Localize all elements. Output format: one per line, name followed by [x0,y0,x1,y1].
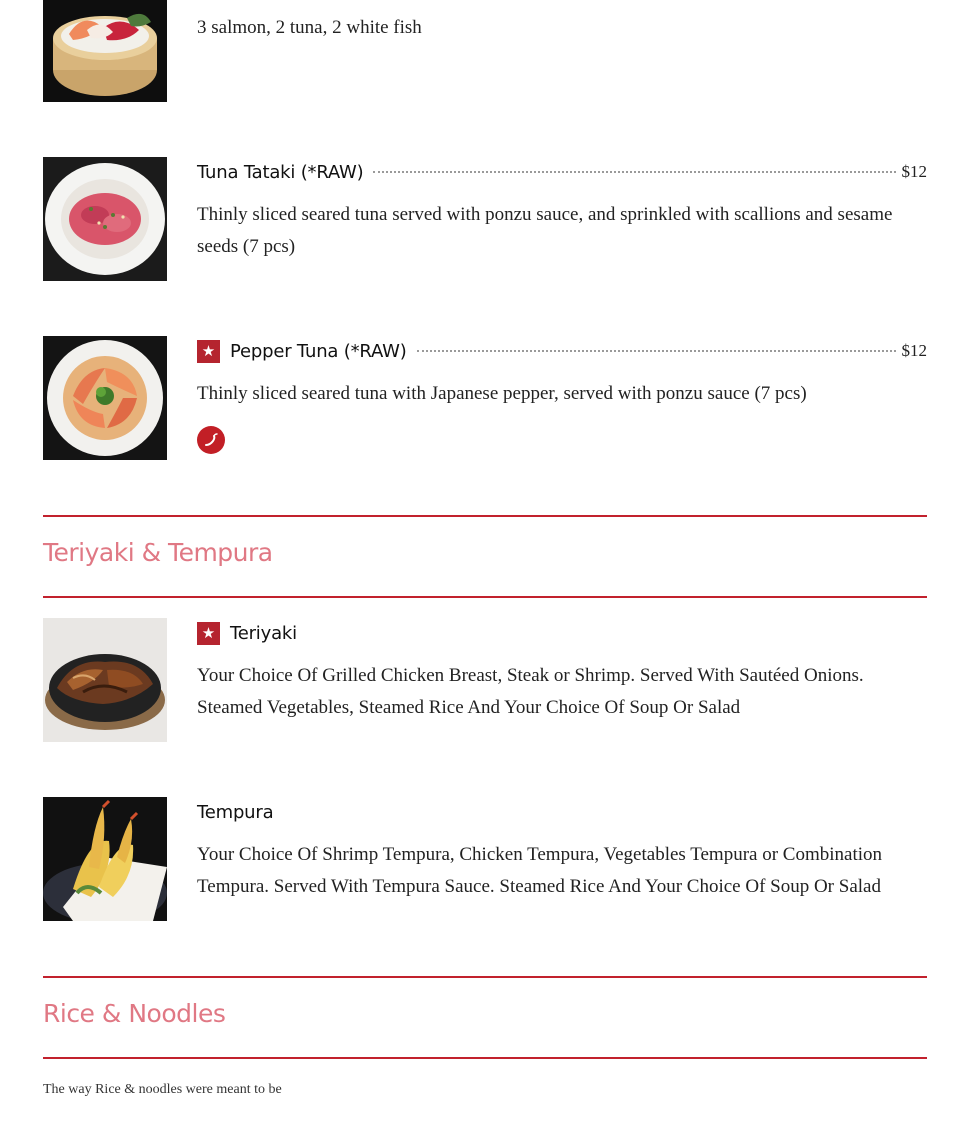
section-divider-top [43,515,927,517]
menu-item-tempura[interactable] [43,797,927,921]
item-description: Your Choice Of Grilled Chicken Breast, Steak or Shrimp. Served With Sautéed Onions. Steamed Vegetables, Steamed Rice And Your Choice Of Soup Or Salad [197,665,864,718]
item-price: $12 [901,162,927,181]
dotted-leader [417,336,896,352]
item-price: $12 [901,341,927,360]
item-description: 3 salmon, 2 tuna, 2 white fish [197,17,422,38]
star-icon: ★ [197,340,220,363]
sashimi-photo [43,0,167,102]
menu-item-sashimi[interactable] [43,0,927,102]
item-description: Your Choice Of Shrimp Tempura, Chicken Tempura, Vegetables Tempura or Combination Tempura. Served With Tempura Sauce. Steamed Rice And Your Choice Of Soup Or Salad [197,844,883,897]
section-title-rice-noodles: Rice & Noodles [43,999,226,1028]
menu-item-tuna-tataki[interactable] [43,157,927,281]
menu-item-teriyaki[interactable] [43,618,927,742]
tuna-tataki-photo [43,157,167,281]
item-name: Teriyaki [230,622,297,644]
star-icon: ★ [197,622,220,645]
dotted-leader [373,157,895,173]
section-divider-bottom [43,596,927,598]
tempura-photo [43,797,167,921]
section-divider-top [43,976,927,978]
item-description: Thinly sliced seared tuna with Japanese pepper, served with ponzu sauce (7 pcs) [197,383,807,404]
item-name: Pepper Tuna (*RAW) [230,340,407,362]
menu-item-pepper-tuna[interactable] [43,336,927,460]
chili-pepper-icon [197,426,225,454]
item-description: Thinly sliced seared tuna served with ponzu sauce, and sprinkled with scallions and sesame seeds (7 pcs) [197,204,893,257]
item-name: Tuna Tataki (*RAW) [197,161,364,183]
section-subtitle: The way Rice & noodles were meant to be [43,1082,282,1097]
item-name: Tempura [197,801,274,823]
section-divider-bottom [43,1057,927,1059]
pepper-tuna-photo [43,336,167,460]
teriyaki-photo [43,618,167,742]
section-title-teriyaki-tempura: Teriyaki & Tempura [43,538,273,567]
